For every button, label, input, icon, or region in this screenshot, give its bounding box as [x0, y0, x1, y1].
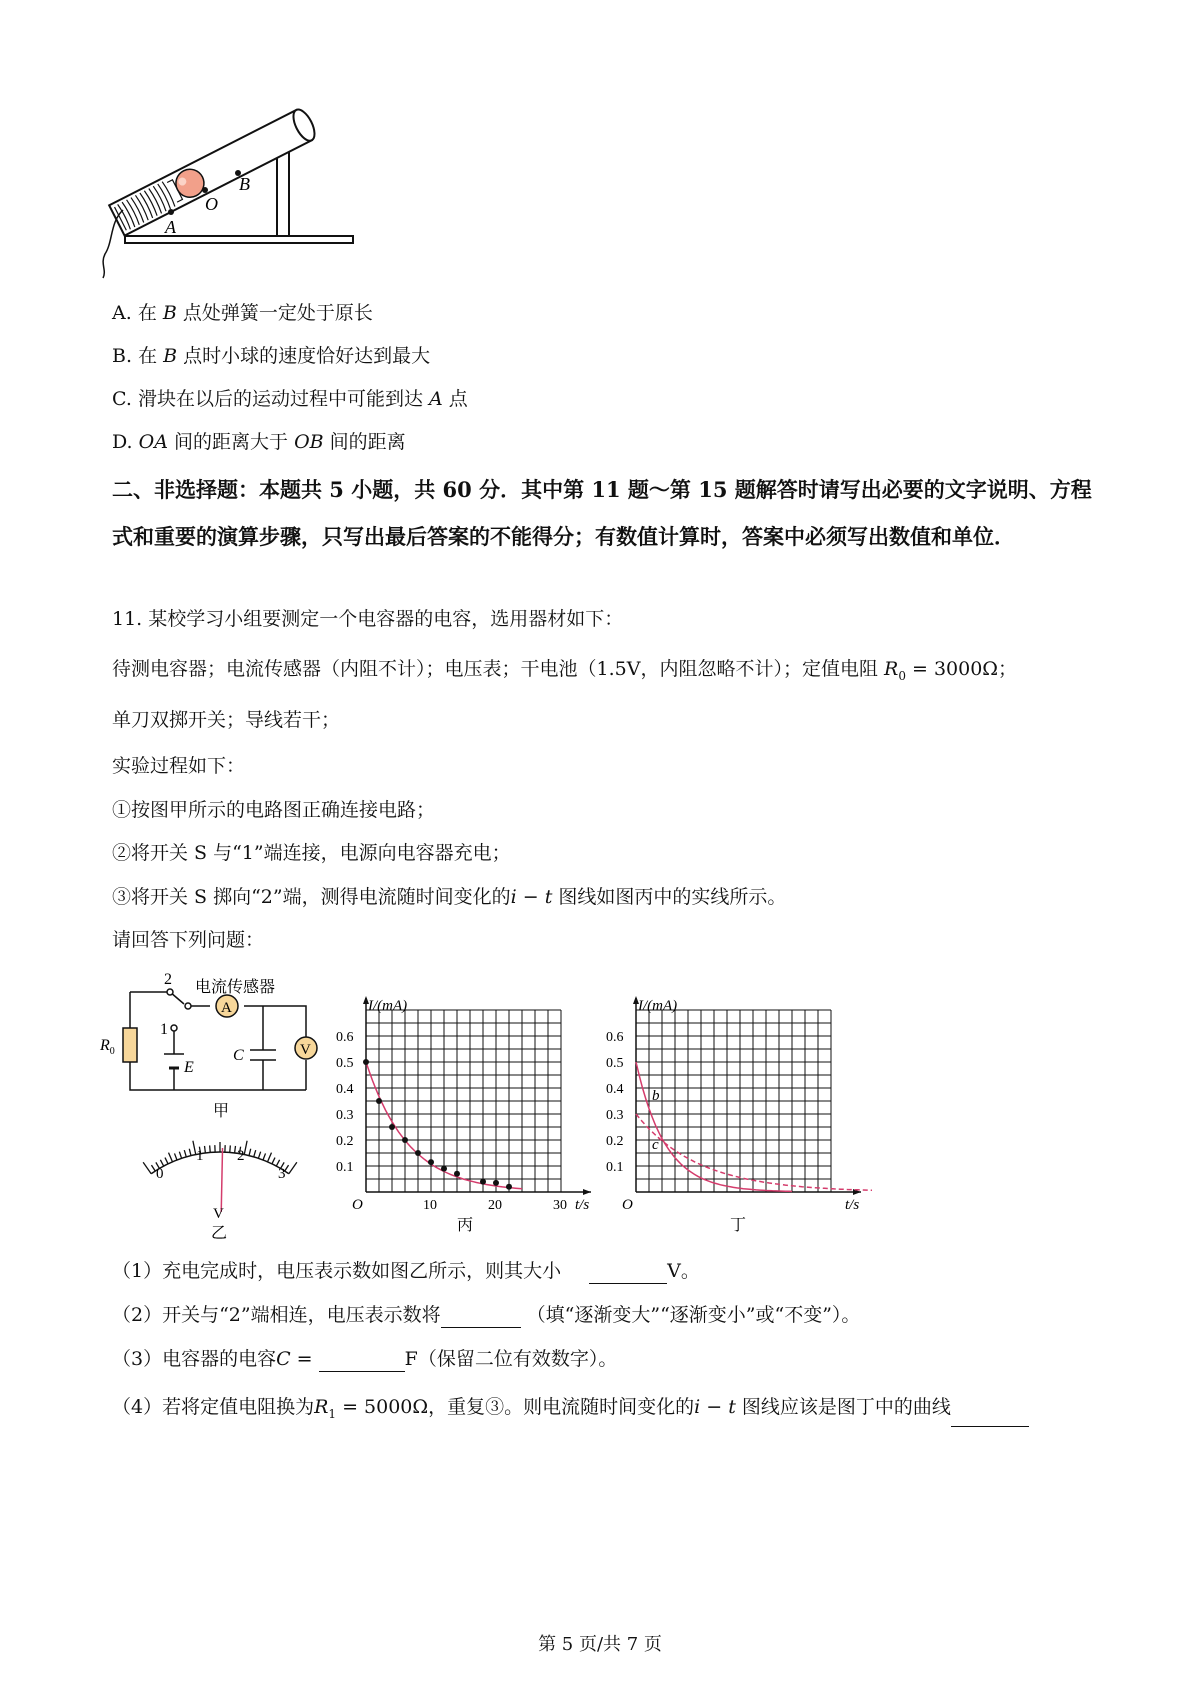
- bing-y-tick-label: 0.2: [336, 1134, 354, 1149]
- ding-y-tick-label: 0.5: [606, 1056, 624, 1071]
- voltmeter-dial: [140, 1122, 310, 1242]
- bing-data-point: [480, 1179, 486, 1185]
- dial-caption: 乙: [211, 1225, 228, 1242]
- bing-ylabel: I/(mA): [368, 998, 408, 1014]
- label-B: B: [239, 174, 250, 194]
- bing-x-arrow: [583, 1189, 591, 1195]
- terminal-2-label: 2: [164, 971, 172, 988]
- dial-tick-mark: [263, 1153, 266, 1160]
- bing-y-tick-label: 0.1: [336, 1160, 354, 1175]
- bing-y-tick-label: 0.3: [336, 1108, 354, 1123]
- section2-heading: 二、非选择题：本题共 5 小题，共 60 分．其中第 11 题～第 15 题解答时请写出必要的文字说明、方程式和重要的演算步骤，只写出最后答案的不能得分；有数值计算时，答案中必须写出数值和单位．: [112, 477, 1092, 549]
- circuit-diagram: [98, 962, 338, 1127]
- answer-2: （2）开关与“2”端相连，电压表示数将 （填“逐渐变大”“逐渐变小”或“不变”）。: [112, 1304, 861, 1326]
- dial-tick-2: 2: [237, 1148, 245, 1164]
- answer-3: （3）电容器的电容C = F（保留二位有效数字）。: [112, 1348, 618, 1370]
- dial-tick-mark: [174, 1153, 177, 1160]
- bing-data-point: [428, 1159, 434, 1165]
- dial-tick-mark: [272, 1158, 275, 1164]
- chart-ding: [602, 992, 872, 1237]
- voltmeter-label: V: [300, 1042, 311, 1058]
- blank-2[interactable]: [441, 1307, 521, 1328]
- q11-equip2: 单刀双掷开关；导线若干；: [112, 709, 341, 731]
- dial-tick-3: 3: [278, 1166, 286, 1182]
- tube-spring-figure: [95, 92, 365, 282]
- page-footer: 第 5 页/共 7 页: [538, 1634, 662, 1655]
- ding-y-tick-label: 0.4: [606, 1082, 624, 1097]
- ding-y-tick-label: 0.3: [606, 1108, 624, 1123]
- option-c: C. 滑块在以后的运动过程中可能到达 A 点: [112, 388, 468, 410]
- bing-caption: 丙: [457, 1217, 474, 1234]
- dial-tick-mark: [179, 1152, 181, 1159]
- ding-y-tick-label: 0.2: [606, 1134, 624, 1149]
- dial-tick-mark: [258, 1152, 260, 1159]
- ding-origin: O: [622, 1197, 633, 1213]
- bing-origin: O: [352, 1197, 363, 1213]
- dial-tick-mark: [235, 1146, 236, 1153]
- option-a: A. 在 B 点处弹簧一定处于原长: [112, 302, 373, 324]
- ding-label-c: c: [652, 1137, 659, 1153]
- bing-data-point: [363, 1059, 369, 1065]
- chart-bing: [332, 992, 602, 1237]
- dial-tick-mark: [210, 1145, 211, 1152]
- terminal-1-label: 1: [160, 1021, 168, 1038]
- ding-xlabel: t/s: [845, 1197, 860, 1213]
- bing-xlabel: t/s: [575, 1197, 590, 1213]
- sensor-label: 电流传感器: [195, 979, 276, 996]
- ding-ylabel: I/(mA): [638, 998, 678, 1014]
- bing-data-point: [389, 1124, 395, 1130]
- bing-data-point: [493, 1180, 499, 1186]
- blank-4[interactable]: [951, 1406, 1029, 1427]
- q11-step3: ③将开关 S 掷向“2”端，测得电流随时间变化的i − t 图线如图丙中的实线所示。: [112, 886, 787, 908]
- bing-x-tick-label: 20: [488, 1198, 502, 1213]
- ding-y-tick-label: 0.6: [606, 1030, 624, 1045]
- ding-caption: 丁: [730, 1217, 747, 1234]
- bing-y-tick-label: 0.5: [336, 1056, 354, 1071]
- bing-data-point: [415, 1150, 421, 1156]
- dial-tick-mark: [268, 1153, 272, 1162]
- dial-tick-mark: [143, 1162, 151, 1173]
- blank-1[interactable]: [589, 1263, 667, 1284]
- q11-step1: ①按图甲所示的电路图正确连接电路；: [112, 799, 436, 821]
- dial-tick-mark: [189, 1149, 191, 1156]
- bing-y-tick-label: 0.6: [336, 1030, 354, 1045]
- answer-1: （1）充电完成时，电压表示数如图乙所示，则其大小 V。: [112, 1260, 700, 1282]
- dial-tick-0: 0: [156, 1166, 164, 1182]
- dial-tick-mark: [249, 1149, 251, 1156]
- bing-data-point: [506, 1184, 512, 1190]
- bing-data-point: [402, 1137, 408, 1143]
- circuit-caption: 甲: [213, 1103, 230, 1120]
- ding-label-b: b: [652, 1088, 660, 1104]
- label-O: O: [205, 194, 218, 214]
- bing-data-point: [454, 1171, 460, 1177]
- dial-tick-mark: [151, 1165, 155, 1171]
- battery-label: E: [184, 1059, 194, 1076]
- dial-tick-mark: [169, 1153, 173, 1162]
- ding-y-tick-label: 0.1: [606, 1160, 624, 1175]
- q11-ask: 请回答下列问题：: [112, 929, 265, 951]
- dial-tick-mark: [230, 1145, 231, 1152]
- r0-label: $R_0$: [100, 1037, 115, 1057]
- bing-y-tick-label: 0.4: [336, 1082, 354, 1097]
- q11-step2: ②将开关 S 与“1”端连接，电源向电容器充电；: [112, 842, 511, 864]
- bing-x-tick-label: 10: [423, 1198, 437, 1213]
- capacitor-label: C: [233, 1047, 244, 1064]
- dial-needle: [221, 1148, 222, 1212]
- dial-tick-mark: [244, 1141, 247, 1155]
- ammeter-label: A: [221, 1000, 232, 1016]
- dial-tick-mark: [184, 1150, 186, 1157]
- dial-unit: V: [213, 1206, 224, 1222]
- option-b: B. 在 B 点时小球的速度恰好达到最大: [112, 345, 431, 367]
- bing-data-point: [441, 1166, 447, 1172]
- dial-tick-mark: [165, 1158, 168, 1164]
- dial-tick-mark: [289, 1162, 297, 1173]
- answer-4: （4）若将定值电阻换为$R_1 = 5000\Omega$，重复③。则电流随时间变化的i − t 图线应该是图丁中的曲线: [112, 1394, 1029, 1427]
- bing-data-point: [376, 1098, 382, 1104]
- q11-equip1: 待测电容器；电流传感器（内阻不计）；电压表；干电池（1.5V，内阻忽略不计）；定值电阻 $R_0 = 3000\Omega$；: [112, 658, 1018, 683]
- option-d: D. OA 间的距离大于 OB 间的距离: [112, 431, 406, 453]
- dial-tick-1: 1: [196, 1148, 204, 1164]
- dial-tick-mark: [254, 1150, 256, 1157]
- bing-x-tick-label: 30: [553, 1198, 567, 1213]
- q11-process: 实验过程如下：: [112, 755, 246, 777]
- blank-3[interactable]: [319, 1351, 405, 1372]
- dial-tick-mark: [205, 1146, 206, 1153]
- q11-intro: 11. 某校学习小组要测定一个电容器的电容，选用器材如下：: [112, 608, 624, 630]
- label-A: A: [165, 217, 176, 237]
